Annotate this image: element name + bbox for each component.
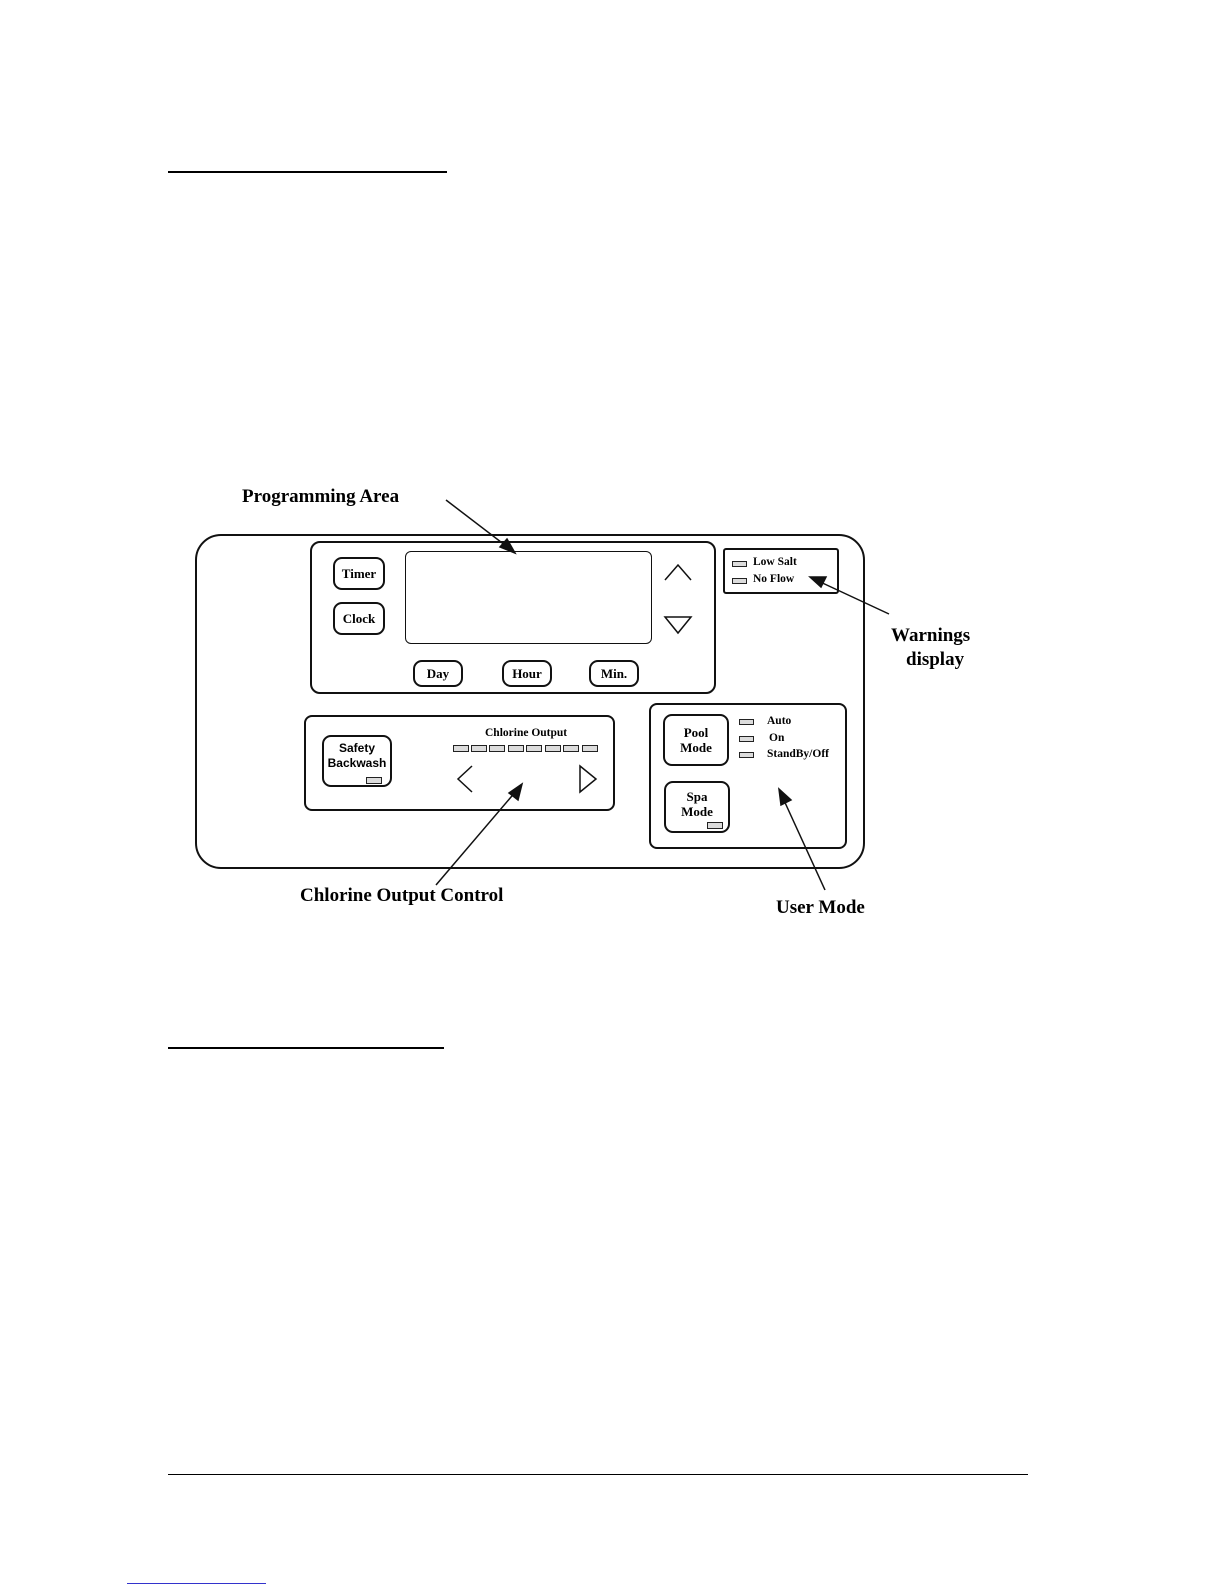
spa-mode-line2: Mode [681,804,713,819]
programming-area-arrow [446,500,515,553]
on-label: On [769,732,785,744]
safety-backwash-line1: Safety [338,741,376,755]
safety-backwash-line2: Backwash [327,756,387,770]
programming-area-label: Programming Area [242,486,400,507]
hour-button[interactable]: Hour [502,660,552,687]
chlorine-output-control-arrow [436,784,522,885]
warnings-display-arrow [810,577,889,614]
clock-button[interactable]: Clock [333,602,385,635]
chlorine-output-control-label: Chlorine Output Control [300,885,504,906]
standby-label: StandBy/Off [767,748,829,760]
auto-label: Auto [767,715,792,727]
warnings-display-label-line1: Warnings [891,625,971,646]
user-mode-label: User Mode [776,897,865,918]
spa-mode-line1: Spa [686,789,708,804]
pool-mode-line1: Pool [683,725,709,740]
pool-mode-line2: Mode [680,740,712,755]
min-button[interactable]: Min. [589,660,639,687]
warnings-display-label-line2: display [906,649,965,670]
chlorine-output-label: Chlorine Output [485,727,568,739]
low-salt-label: Low Salt [753,556,797,568]
user-mode-arrow [779,789,825,890]
timer-button[interactable]: Timer [333,557,385,590]
day-button[interactable]: Day [413,660,463,687]
no-flow-label: No Flow [753,573,795,585]
